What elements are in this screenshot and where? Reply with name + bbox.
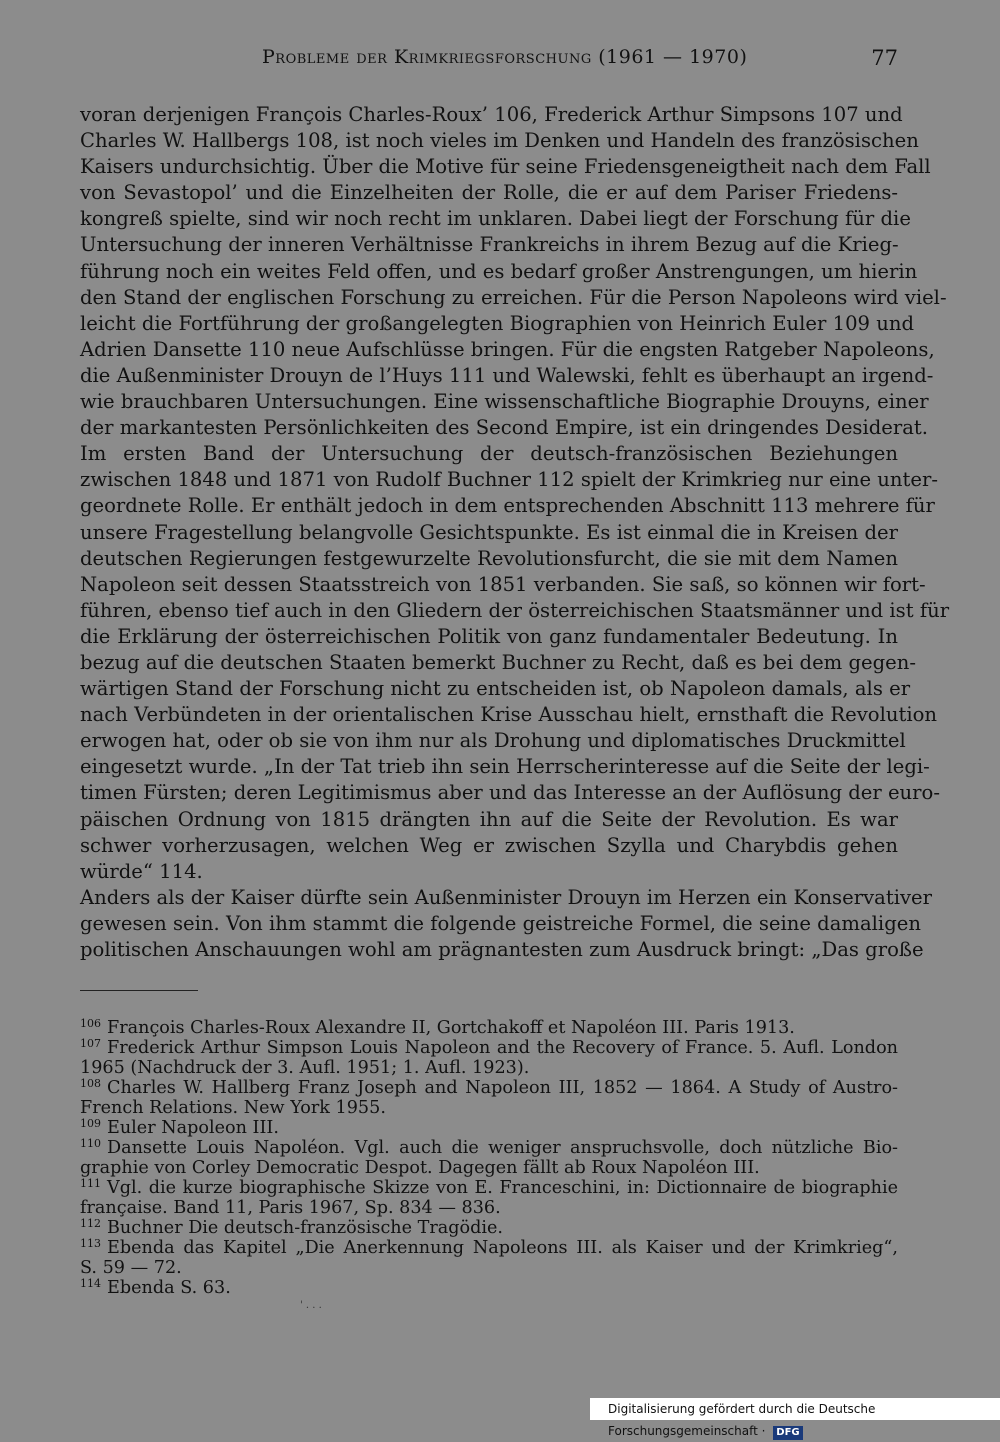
body-line: Im ersten Band der Untersuchung der deutsch-französischen Beziehungen xyxy=(80,442,898,466)
body-line: führung noch ein weites Feld offen, und es bedarf großer Anstrengungen, um hierin xyxy=(80,259,918,283)
body-line: geordnete Rolle. Er enthält jedoch in dem entsprechenden Abschnitt 113 mehrere für xyxy=(80,494,935,518)
footnote-text: Vgl. die kurze biographische Skizze von E. Franceschini, in: Dictionnaire de biographie xyxy=(107,1178,898,1198)
running-title: Probleme der Krimkriegsforschung (1961 — 1970) xyxy=(262,46,748,68)
footnote xyxy=(80,1018,898,1038)
body-line: den Stand der englischen Forschung zu erreichen. Für die Person Napoleons wird viel- xyxy=(80,285,947,309)
funding-banner xyxy=(590,1398,1000,1438)
footnote xyxy=(80,1238,898,1278)
footnote-line xyxy=(80,1238,898,1258)
body-line: die Erklärung der österreichischen Politik von ganz fundamentaler Bedeutung. In xyxy=(80,624,898,648)
body-line: unsere Fragestellung belangvolle Gesichtspunkte. Es ist einmal die in Kreisen der xyxy=(80,520,898,544)
footnote xyxy=(80,1138,898,1178)
footnote-line xyxy=(80,1178,898,1198)
body-line: Untersuchung der inneren Verhältnisse Frankreichs in ihrem Bezug auf die Krieg- xyxy=(80,233,899,257)
footnote-text: François Charles-Roux Alexandre II, Gortchakoff et Napoléon III. Paris 1913. xyxy=(107,1018,795,1038)
footnote-number: 107 xyxy=(80,1037,101,1050)
footnote-text: French Relations. New York 1955. xyxy=(80,1098,386,1118)
footnote-separator xyxy=(80,990,198,991)
footnotes xyxy=(80,1018,898,1298)
footnote-text: S. 59 — 72. xyxy=(80,1258,182,1278)
footnote-text: Charles W. Hallberg Franz Joseph and Napoleon III, 1852 — 1864. A Study of Austro- xyxy=(107,1078,898,1098)
footnote-number: 111 xyxy=(80,1177,101,1190)
footnote-number: 109 xyxy=(80,1117,101,1130)
footnote-line xyxy=(80,1058,898,1078)
footnote-text: Ebenda S. 63. xyxy=(107,1278,231,1298)
footnote-line xyxy=(80,1018,898,1038)
footnote-text: française. Band 11, Paris 1967, Sp. 834 — 836. xyxy=(80,1198,501,1218)
body-line: deutschen Regierungen festgewurzelte Revolutionsfurcht, die sie mit dem Namen xyxy=(80,546,898,570)
body-line: erwogen hat, oder ob sie von ihm nur als Drohung und diplomatisches Druckmittel xyxy=(80,729,906,753)
body-line: wärtigen Stand der Forschung nicht zu entscheiden ist, ob Napoleon damals, als er xyxy=(80,677,911,701)
footnote-text: Dansette Louis Napoléon. Vgl. auch die weniger anspruchsvolle, doch nützliche Bio- xyxy=(107,1138,898,1158)
footnote-number: 110 xyxy=(80,1137,101,1150)
footnote xyxy=(80,1118,898,1138)
footnote-number: 112 xyxy=(80,1217,101,1230)
footnote-line xyxy=(80,1078,898,1098)
body-line: kongreß spielte, sind wir noch recht im unklaren. Dabei liegt der Forschung für die xyxy=(80,207,911,231)
scan-mark: ' . . . xyxy=(300,1300,322,1311)
footnote-number: 113 xyxy=(80,1237,101,1250)
body-line: gewesen sein. Von ihm stammt die folgende geistreiche Formel, die seine damaligen xyxy=(80,911,921,935)
body-line: eingesetzt wurde. „In der Tat trieb ihn sein Herrscherinteresse auf die Seite der legi- xyxy=(80,755,930,779)
body-text xyxy=(80,102,950,963)
footnote xyxy=(80,1038,898,1078)
footnote-line xyxy=(80,1118,898,1138)
footnote-text: 1965 (Nachdruck der 3. Aufl. 1951; 1. Aufl. 1923). xyxy=(80,1058,530,1078)
page-number: 77 xyxy=(871,46,898,70)
footnote-line xyxy=(80,1158,898,1178)
footnote-line xyxy=(80,1098,898,1118)
footnote xyxy=(80,1078,898,1118)
footnote-text: Buchner Die deutsch-französische Tragödie. xyxy=(107,1218,504,1238)
footnote-line xyxy=(80,1218,898,1238)
footnote-number: 108 xyxy=(80,1077,101,1090)
footnote xyxy=(80,1278,898,1298)
body-line: politischen Anschauungen wohl am prägnantesten zum Ausdruck bringt: „Das große xyxy=(80,938,924,961)
body-line: der markantesten Persönlichkeiten des Second Empire, ist ein dringendes Desiderat. xyxy=(80,416,929,440)
body-line: Napoleon seit dessen Staatsstreich von 1851 verbanden. Sie saß, so können wir fort- xyxy=(80,572,926,596)
footnote-text: Ebenda das Kapitel „Die Anerkennung Napoleons III. als Kaiser und der Krimkrieg“, xyxy=(107,1238,898,1258)
footnote xyxy=(80,1218,898,1238)
footnote-line xyxy=(80,1258,898,1278)
body-line: päischen Ordnung von 1815 drängten ihn auf die Seite der Revolution. Es war xyxy=(80,807,898,831)
footnote-line xyxy=(80,1138,898,1158)
body-line: nach Verbündeten in der orientalischen Krise Ausschau hielt, ernsthaft die Revolution xyxy=(80,703,938,727)
body-line: Charles W. Hallbergs 108, ist noch vieles im Denken und Handeln des französischen xyxy=(80,129,919,153)
body-line: bezug auf die deutschen Staaten bemerkt Buchner zu Recht, daß es bei dem gegen- xyxy=(80,650,916,674)
body-line: Anders als der Kaiser dürfte sein Außenminister Drouyn im Herzen ein Konservativer xyxy=(80,885,932,909)
dfg-logo: DFG xyxy=(773,1426,802,1440)
body-line: schwer vorherzusagen, welchen Weg er zwischen Szylla und Charybdis gehen xyxy=(80,833,898,857)
body-line: die Außenminister Drouyn de l’Huys 111 und Walewski, fehlt es überhaupt an irgend- xyxy=(80,363,934,387)
footnote-line xyxy=(80,1038,898,1058)
footnote-number: 106 xyxy=(80,1017,101,1030)
body-line: wie brauchbaren Untersuchungen. Eine wissenschaftliche Biographie Drouyns, einer xyxy=(80,390,929,414)
body-line: würde“ 114. xyxy=(80,859,203,883)
footnote-line xyxy=(80,1278,898,1298)
footnote-text: graphie von Corley Democratic Despot. Dagegen fällt ab Roux Napoléon III. xyxy=(80,1158,760,1178)
footnote-number: 114 xyxy=(80,1277,101,1290)
body-line: voran derjenigen François Charles-Roux’ 106, Frederick Arthur Simpsons 107 und xyxy=(80,103,903,126)
footnote-line xyxy=(80,1198,898,1218)
running-header xyxy=(80,46,898,76)
footnote-text: Frederick Arthur Simpson Louis Napoleon and the Recovery of France. 5. Aufl. London xyxy=(107,1038,898,1058)
body-line: von Sevastopol’ und die Einzelheiten der Rolle, die er auf dem Pariser Friedens- xyxy=(80,181,898,205)
body-line: zwischen 1848 und 1871 von Rudolf Buchner 112 spielt der Krimkrieg nur eine unter- xyxy=(80,468,938,492)
body-line: Kaisers undurchsichtig. Über die Motive für seine Friedensgeneigtheit nach dem Fall xyxy=(80,155,931,179)
body-line: Adrien Dansette 110 neue Aufschlüsse bringen. Für die engsten Ratgeber Napoleons, xyxy=(80,337,935,361)
body-line: leicht die Fortführung der großangelegten Biographien von Heinrich Euler 109 und xyxy=(80,311,915,335)
footnote-text: Euler Napoleon III. xyxy=(107,1118,279,1138)
funding-banner-text: Digitalisierung gefördert durch die Deutsche Forschungsgemeinschaft · xyxy=(608,1402,876,1438)
body-line: timen Fürsten; deren Legitimismus aber und das Interesse an der Auflösung der euro- xyxy=(80,781,940,805)
body-line: führen, ebenso tief auch in den Gliedern der österreichischen Staatsmänner und ist für xyxy=(80,598,950,622)
footnote xyxy=(80,1178,898,1218)
